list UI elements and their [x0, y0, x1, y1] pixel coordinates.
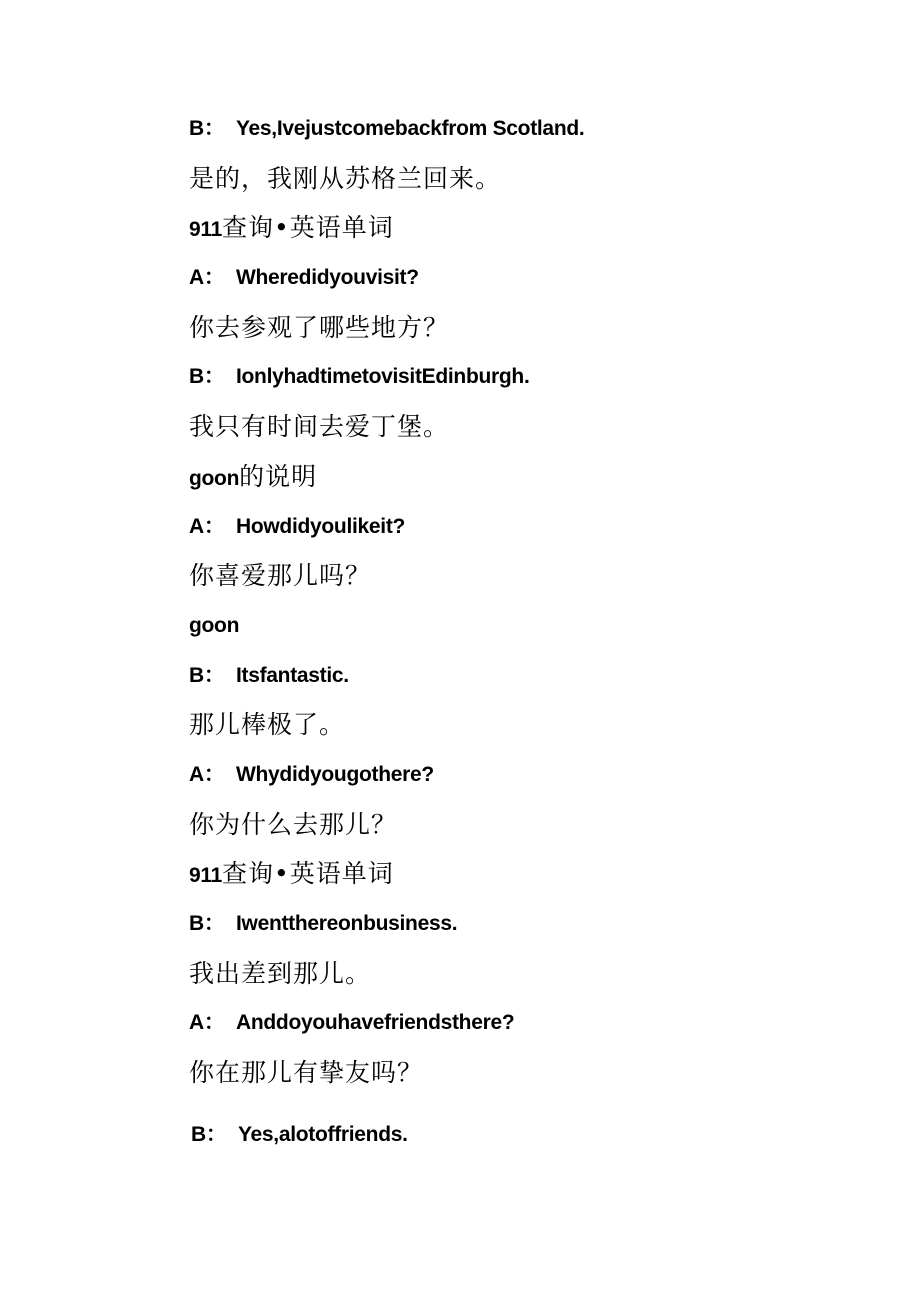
watermark-prefix: 911: [189, 218, 222, 242]
english-sentence: Yes,alotoffriends.: [238, 1122, 408, 1146]
english-sentence: Itsfantastic.: [236, 663, 349, 687]
english-sentence: Yes,Ivejustcomebackfrom Scotland.: [236, 117, 585, 140]
speaker-label: B：: [189, 912, 225, 935]
dialogue-text: [189, 104, 889, 1159]
speaker-label: B：: [189, 365, 225, 389]
english-sentence: IonlyhadtimetovisitEdinburgh.: [236, 365, 530, 389]
chinese-translation: 你为什么去那儿？: [189, 809, 398, 839]
english-sentence: Iwentthereonbusiness.: [236, 912, 458, 935]
chinese-translation: 你去参观了哪些地方？: [189, 312, 450, 342]
chinese-translation: 你在那儿有挚友吗？: [189, 1058, 424, 1088]
speaker-label: A：: [189, 762, 225, 786]
dialogue-line-b: [189, 651, 889, 701]
speaker-label: A：: [189, 1011, 225, 1035]
watermark-prefix: 911: [189, 864, 222, 888]
watermark-suffix: 查询•英语单词: [221, 213, 394, 243]
dialogue-line-b: [189, 1110, 889, 1160]
dialogue-line-b: [189, 104, 889, 154]
dialogue-line-a: [189, 502, 889, 552]
english-sentence: Wheredidyouvisit?: [236, 266, 419, 290]
dialogue-line-a: [189, 998, 889, 1048]
chinese-translation: 我只有时间去爱丁堡。: [189, 412, 450, 442]
english-sentence: Anddoyouhavefriendsthere?: [236, 1011, 515, 1035]
speaker-label: A：: [189, 514, 225, 538]
chinese-translation: 你喜爱那儿吗？: [189, 561, 372, 591]
chinese-translation: 是的，我刚从苏格兰回来。: [189, 163, 502, 193]
keyword-line: goon: [189, 613, 240, 637]
dialogue-line-b: [189, 352, 889, 402]
note-line: [189, 452, 889, 502]
dialogue-line-b: [189, 899, 889, 949]
watermark-line: [189, 849, 889, 899]
watermark-line: [189, 203, 889, 253]
speaker-label: B：: [189, 117, 225, 140]
speaker-label: B：: [189, 663, 225, 687]
speaker-label: A：: [189, 266, 225, 290]
english-sentence: Whydidyougothere?: [236, 762, 434, 786]
dialogue-line-a: [189, 750, 889, 800]
chinese-translation: 那儿棒极了。: [189, 710, 346, 740]
chinese-translation: 我出差到那儿。: [189, 958, 372, 988]
note-prefix: goon: [189, 466, 240, 490]
note-suffix: 的说明: [239, 461, 318, 491]
english-sentence: Howdidyoulikeit?: [236, 514, 406, 538]
dialogue-line-a: [189, 253, 889, 303]
speaker-label: B：: [191, 1122, 227, 1146]
watermark-suffix: 查询•英语单词: [221, 859, 394, 889]
